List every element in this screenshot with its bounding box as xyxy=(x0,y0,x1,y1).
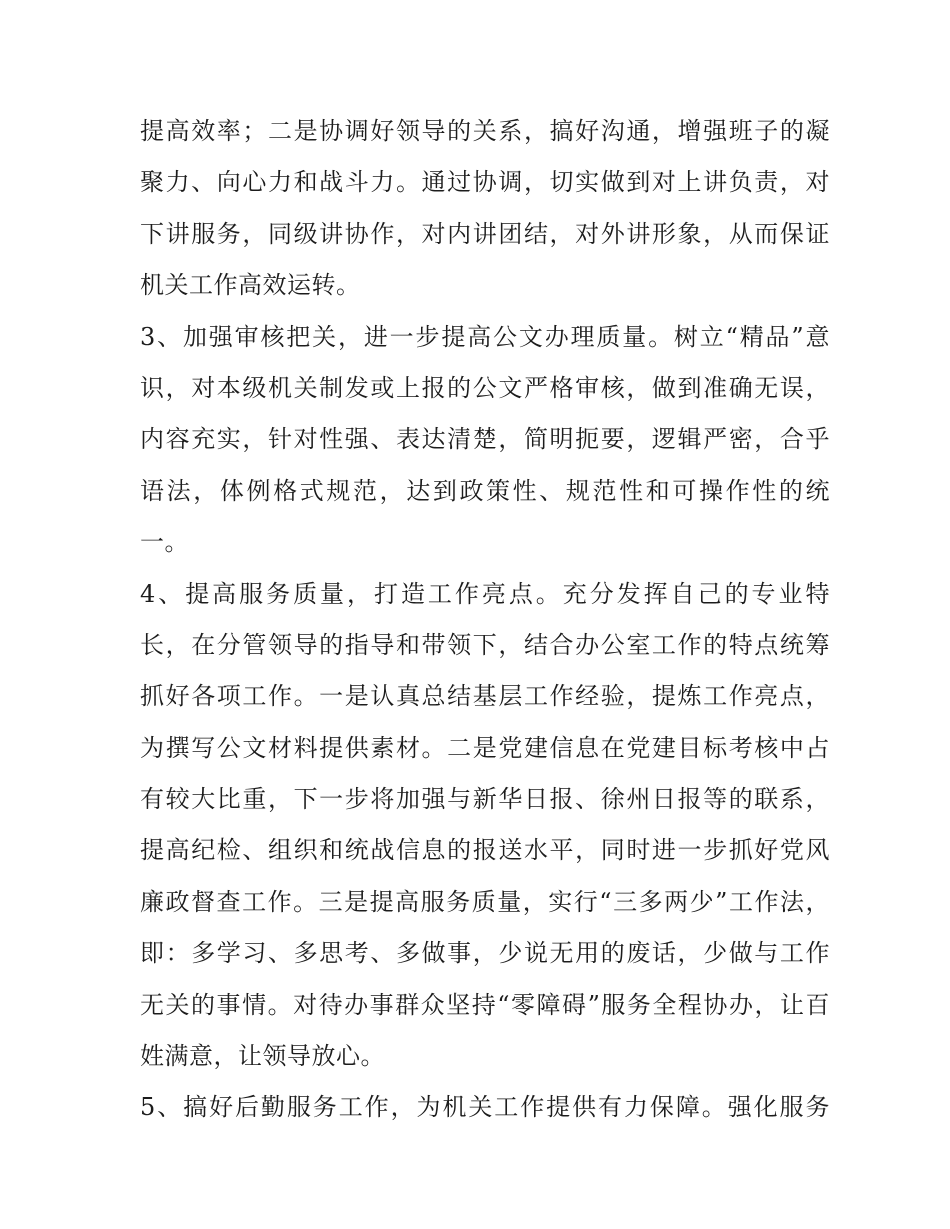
text-line: 长，在分管领导的指导和带领下，结合办公室工作的特点统筹 xyxy=(140,630,830,659)
text-line: 语法，体例格式规范，达到政策性、规范性和可操作性的统 xyxy=(140,476,830,505)
text-line: 4、提高服务质量，打造工作亮点。充分发挥自己的专业特 xyxy=(140,579,830,608)
text-line: 无关的事情。对待办事群众坚持“零障碍”服务全程协办，让百 xyxy=(140,990,830,1019)
text-line: 提高效率；二是协调好领导的关系，搞好沟通，增强班子的凝 xyxy=(140,117,830,145)
text-line: 3、加强审核把关，进一步提高公文办理质量。树立“精品”意 xyxy=(140,322,830,351)
text-line: 一。 xyxy=(140,528,189,557)
text-line: 聚力、向心力和战斗力。通过协调，切实做到对上讲负责，对 xyxy=(140,168,830,197)
body-text xyxy=(140,106,830,1134)
text-line: 下讲服务，同级讲协作，对内讲团结，对外讲形象，从而保证 xyxy=(140,219,830,248)
text-line: 姓满意，让领导放心。 xyxy=(140,1042,385,1071)
text-line: 有较大比重，下一步将加强与新华日报、徐州日报等的联系， xyxy=(140,785,830,814)
text-line: 廉政督查工作。三是提高服务质量，实行“三多两少”工作法， xyxy=(140,887,830,916)
text-line: 为撰写公文材料提供素材。二是党建信息在党建目标考核中占 xyxy=(140,733,830,762)
text-line: 5、搞好后勤服务工作，为机关工作提供有力保障。强化服务 xyxy=(140,1093,830,1122)
text-line: 机关工作高效运转。 xyxy=(140,271,361,300)
text-line: 抓好各项工作。一是认真总结基层工作经验，提炼工作亮点， xyxy=(140,682,830,711)
text-line: 即：多学习、多思考、多做事，少说无用的废话，少做与工作 xyxy=(140,939,830,968)
text-line: 内容充实，针对性强、表达清楚，简明扼要，逻辑严密，合乎 xyxy=(140,425,830,454)
text-line: 识，对本级机关制发或上报的公文严格审核，做到准确无误， xyxy=(140,373,830,402)
text-line: 提高纪检、组织和统战信息的报送水平，同时进一步抓好党风 xyxy=(140,836,830,865)
